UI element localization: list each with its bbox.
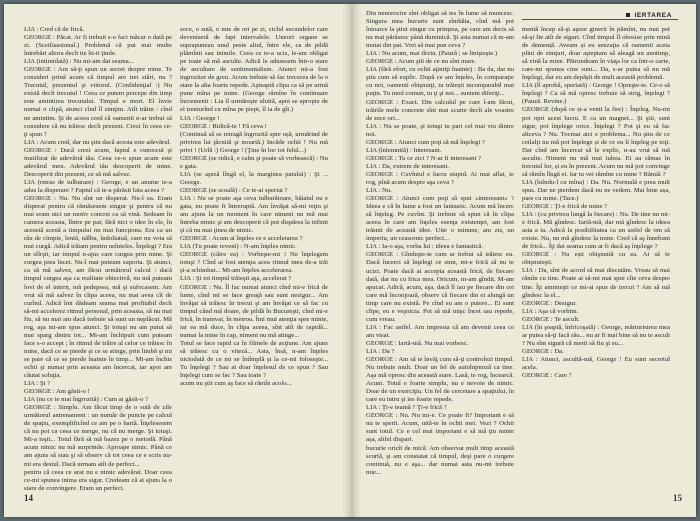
dialogue-paragraph: LIA (înlemnită) : Interesant. bbox=[366, 146, 442, 154]
header-rule bbox=[522, 19, 678, 20]
dialogue-paragraph: GEORGE : Da. bbox=[522, 347, 564, 355]
left-page-column-1 bbox=[24, 26, 172, 492]
dialogue-paragraph: Din nenorocire sînt obligat să ies în lume să muncesc. Singura mea bucurie sunt sîmbăta, cînd mă pot întoarce la ştiut singur cu prinţesa, pe care am decis să nu mai părăsesc până duminică. Şi asta numai că m-am mutat din pat. Vrei să mai pun ceva ? bbox=[366, 10, 514, 50]
dialogue-paragraph: LIA (luîndu-l cu mîna) : Da. Nu. Normală e prea mult spus. Dar ne pierdem dacă nu ne vedem. Mai bine așa, pare cu mine. (Tace.) bbox=[522, 178, 670, 202]
running-header-title: IERTAREA bbox=[634, 12, 672, 19]
dialogue-paragraph: GEORGE (după ce și-a venit la fire) : Înţeleg. Nu-mi pot opri acest lucru. E ca un magnet... Şi ştii, sunt sigur, pot înţelege orice. Înţelegi ? Pot şi eu să fac altceva ? Nu. Tocmai aici e problema... Nu ştiu de ce ceilalţi nu mă pot înţelege și de ce eu îi înţeleg pe toţi. Dar cînd am încercat să le explic, n-au vrut să mă asculte. Nimeni nu mă mai iubea. Ei au rămas în trecutul lor, și eu în prezent. Acum nu mă pot convinge să rămîn lîngă ei. Iar tu vei rămîne cu mine ? Rămâi ? bbox=[522, 106, 670, 178]
dialogue-paragraph: (Continuă să se retragă îngrozită spre ușă, urmărind de privirea lui ţâcnită şi moartă.) Incăde ochii ! Nu mă privi ! (Urlă :) George ! (Ţine în loc tot felul...) bbox=[180, 130, 328, 154]
dialogue-paragraph: LIA : Nu acum, mai tîrziu. (Pauză ; se linişteşte.) bbox=[366, 50, 498, 58]
dialogue-paragraph: LIA : (cu privirea lungă la fiecare) : Nu. De tine nu mi-e frică. Mă gîndesc. Iartă-mă, dar mă gîndesc la ideea asta a ta. Adică la posibilitatea ca un astfel de om să existe. Nu, nu mă gîndesc la mine. Cred că aş înnebuni de frică... Îţi dai seama cum ar fi dacă aş înţelege ? bbox=[522, 211, 670, 251]
dialogue-paragraph: acum nu ştii cum aş face să rămîn acolo... bbox=[180, 380, 292, 388]
dialogue-paragraph: mentă încep să-şi aşeze ginerii în pămînt, nu mai pot să-şi fie atît de siguri. Cînd timpul îl obosise prin mină de demență. Aveam și eu senzaţia că oamenii aceia plini de simţuri, doar aşteptam să aleagă un anotimp, să vină la mine. Pătrundeam în viaţa lor ca într-o carte, care-mi spunea cine sunt... Da, s-ar putea să nu mă înţelegi, dar eu am depăşit de mult această problemă. bbox=[522, 26, 670, 82]
left-page-column-2 bbox=[180, 26, 328, 462]
right-page bbox=[350, 4, 696, 517]
dialogue-paragraph: LIA (în şoaptă, înfricoşată) : George, mărturisirea mea ar putea să-ţi facă rău... nu ar fi mai bine să nu te ascult ? Nu sînt sigură că merit să fiu şi eu... bbox=[522, 323, 670, 347]
dialogue-paragraph: GEORGE : Gîndeşte-te cum ar trebui să trăiesc eu. Dacă încerci să înţelegi ce simt, mi-e frică să nu te ucizi. Poate dacă ai accepta această frică, de fiecare dată, dar nu cu frica mea. Oricum, m-am gîndit. M-am apucat. Adică, acum, aşa, dacă îl iau pe fiecare din cei care mă înconjoară, observ că fiecare din ei alungă un timp care nu există. Pe cînd eu am o putere... Ei sunt clipe, eu e veşnicia. Pot să mă mişc încet sau repede, cum vreau. bbox=[366, 251, 514, 323]
left-page bbox=[4, 4, 350, 517]
dialogue-paragraph: LIA (Tu poate reveni) : N-am înţeles nimic. bbox=[180, 243, 297, 251]
dialogue-paragraph: LIA (se aşeză lîngă el, la marginea patului) : Şi ... George. bbox=[180, 170, 328, 186]
dialogue-paragraph: LIA (nu ce te mai îngrozită) : Cum ai găsit-o ? bbox=[24, 396, 149, 404]
dialogue-paragraph: LIA : Da ? bbox=[366, 347, 395, 355]
dialogue-paragraph: GEORGE : Desigur. bbox=[522, 299, 577, 307]
dialogue-paragraph: GEORGE : Am să te învăţ cum să-ţi controlezi timpul. Nu trebuie mult. Doar un fel de autohipnoză ca tine. Aşa mă opresc din această stare. Lasă, te rog, încearcă. Acum. Totul e foarte simplu, nu e nevoie de nimic. Doar de un exerciţiu. Un fel de cercetare a spaţiului, în care eu intru şi ies foarte repede. bbox=[366, 356, 514, 404]
book-spread bbox=[4, 4, 696, 517]
dialogue-paragraph: GEORGE : Dacă crezi acum, faptul e cunoscut şi inutilizat de adevărul tău. Ceea ce-o spun acum este adevărul meu. Adevărul tău descoperit de mine. Descoperit din prezent, ce să mă salvez. bbox=[24, 146, 172, 178]
dialogue-paragraph: GEORGE (către ea) : Vorbeşte-mi ! Ne înţelegem totuşi ? Cînd ai fost atenţia acea ritmul meu de-a trăi şi-a schimbat... Mi-am înţeles accelerarea. bbox=[180, 251, 328, 275]
dialogue-paragraph: LIA : Şi ? bbox=[24, 380, 51, 388]
dialogue-paragraph: bucurie oricît de mică. Am observat mult timp această scurtă, şi am constatat că timpul, deşi pare o curgere continuă, nu e aşa... dar numai asta nu-mi trebuie mie... bbox=[366, 444, 514, 476]
dialogue-paragraph: LIA : Ia-o aşa, vorba lui : ideea e fantastică. bbox=[366, 243, 484, 251]
dialogue-paragraph: LIA : Atunci, ascultă-mă, George ! Eu sunt secretul acela. bbox=[522, 355, 670, 371]
dialogue-paragraph: LIA : Nu se poate, şi totuşi tu pari cel mai viu dintre noi. bbox=[366, 122, 514, 138]
dialogue-paragraph: GEORGE (se scoală) : Ce te-ai speriat ? bbox=[180, 186, 288, 194]
dialogue-paragraph: LIA : Nu. bbox=[366, 187, 392, 195]
dialogue-paragraph: GEORGE : Ţi-e frică de mine ? bbox=[522, 203, 608, 211]
dialogue-paragraph: GEORGE : Nu. Nu mi-e. Ce poate fi? Important e să nu te sperii. Acum, uită-te în ochii mei. Vezi ? Ochii sunt totul. Ce e cel mai important e să mă ţin minte așa, altfel dispari. bbox=[366, 412, 514, 444]
dialogue-paragraph: LIA : Aşa că vorbim. bbox=[522, 307, 579, 315]
dialogue-paragraph: LIA : Da, extrem de interesant. bbox=[366, 162, 450, 170]
dialogue-paragraph: GEORGE : Atunci cum poţi să mă înţelegi ? bbox=[366, 138, 485, 146]
dialogue-paragraph: GEORGE : Cuvîntul e lucru stupid. Ai mai aflat, te rog, pînă acum despre aşa ceva ? bbox=[366, 170, 514, 186]
dialogue-paragraph: GEORGE : Acum ştii de ce nu sînt mare. bbox=[366, 58, 477, 66]
dialogue-paragraph: LIA (îl aprobă, speriată) : George ! Opreşte-te. Ce-o să înţelegi ? Ca să mă opresc trebuie să strig, înţelegi ? (Pauză. Revine.) bbox=[522, 82, 670, 106]
dialogue-paragraph: LIA : Ţi-e teamă ? Ţi-e frică ? bbox=[366, 404, 447, 412]
dialogue-paragraph: LIA : Cred că de frică. bbox=[24, 26, 85, 33]
right-page-column-2 bbox=[522, 26, 670, 462]
dialogue-paragraph: zece, o sută, o mie de ori pe zi, ciclul secundelor care deveniseră de fapt intervalele. Uneori organe se suprapuneau unul peste altul, între ele, ca de pildă plămînii sau inimile. Ceea ce te-a ucis, le-am obligat pe toate să mă asculte. Adică le adusesem într-o stare de ascultare de sentimentalism. Atunci mi-a fost ingrozitor de greu. Acum trebuie să fac trecerea de la o stare la alta foarte repede. Aşteaptă clipa ca să pe urmă pune mîna pe mine. (George râmîne în continuare încremenit : Lia îl urmăreşte uluită, apoi se apropie de el tremurînd cu mîna pe piept, îl ia de gît.) bbox=[180, 26, 328, 114]
dialogue-paragraph: LIA : Da, sînt de acord să mai discutăm. Vreau să mai rămîn cu tine. Poate ai să-mi mai spui cîte ceva despre tine. Îţi aminteşti ce mi-ai spus de trecut ? Am să mă gîndesc la el... bbox=[522, 267, 670, 299]
dialogue-paragraph: GEORGE : Nu ești obişnuită cu ea. Ai să te obişnuieşti. bbox=[522, 251, 670, 267]
dialogue-paragraph: GEORGE : Tu ce zici ? N-ar fi interesant ? bbox=[366, 154, 481, 162]
dialogue-paragraph: GEORGE (se ridică, e calm şi poate să vorbească) : Nu e gata. bbox=[180, 154, 329, 170]
dialogue-paragraph: GEORGE : Nu. Îl fac numai atunci cînd mi-e frică de lume, cînd mi se face greaţă sau sunt nesigur... Am învăţat să trăiesc în trecut şi am învăţat ce să fac cu timpul când mă doare, de pildă în Bucureşti, cînd mi-e frică, în tramvai, în metrou. Îmi mut atenţia spre minte, iar ea mă duce, în clipa aceea, sînt atît de rapidă... numai la mine în cap, nimeni nu mă atinge... bbox=[180, 283, 328, 339]
dialogue-paragraph: LIA (retras de tulburare) : George, e un anume te-a adus la disperare ? Faptul că te-a părăsit fata aceea ? bbox=[24, 178, 172, 194]
dialogue-paragraph: LIA (intimidată) : Nu mi-am dat seama... bbox=[24, 58, 134, 66]
header-bullet-icon bbox=[626, 13, 630, 17]
dialogue-paragraph: GEORGE : Te ascult. bbox=[522, 315, 580, 323]
page-number-left: 14 bbox=[24, 493, 33, 503]
dialogue-paragraph: GEORGE : Atunci cum poţi să spui «interesant» ? Ideea e că în lume a fost un fantastic. Acum mă încerc să înţeleg. Pe cuvînt. Şi trebuie să spun că în clipa aceea în care am înţeles esenţa existenţei, am fost trăsnit de această idee. Uite o minune, am zis, un imperiu, un ceasornic perfect... bbox=[366, 195, 514, 243]
dialogue-paragraph: GEORGE : Exact. Din calculul pe care l-am făcut, trăirile mele concrete sînt mai scurte decît ale voastre de zece ori... bbox=[366, 98, 514, 122]
dialogue-paragraph: LIA : George ! bbox=[180, 114, 220, 122]
dialogue-paragraph: LIA : Acum cred, dar nu ştiu dacă acesta este adevărul. bbox=[24, 138, 172, 146]
dialogue-paragraph: LIA (fără efort, cu ochii aţintiţi înainte) : Ba da, dar nu ştiu cum să explic. După ce am înţeles, în comparaţie cu noi, oamenii obişnuiţi, tu trăieşti incomparabil mai puţin. Tu mod comun, tu ţi şi noi... suntem diferiţi... bbox=[366, 66, 514, 98]
dialogue-paragraph: LIA : Nu se poate aşa ceva tulburătoare, băiatul nu e gata, nu poate fi întreruptă. Am învăţat să-mi reţin şi am ajuns la un moment în care nimeni nu mă mai întreba nimic şi am descoperit că pot dispărea la infinit şi că nu mai ţinea de nimic. bbox=[180, 194, 328, 235]
dialogue-paragraph: LIA : Şi tot timpul trăieşti aşa, accelerat ? bbox=[180, 275, 292, 283]
dialogue-paragraph: GEORGE : Am găsit-o ! bbox=[24, 388, 90, 396]
dialogue-paragraph: GEORGE : Care ? bbox=[522, 372, 572, 380]
dialogue-paragraph: GEORGE : Acum ai înţeles ce e accelerarea ? bbox=[180, 235, 303, 243]
dialogue-paragraph: pentru că ceea ce arat nu e nimic adevărat. Doar ceea ce-mi spunea inima era sigur. Credeam că ai ajuns la o stare de convingere. Eram un perfect. bbox=[24, 468, 172, 492]
running-header bbox=[626, 12, 672, 19]
dialogue-paragraph: Totul se face rapid ca în filmele de acţiune. Am ajuns să trăiesc cu o viteză... Asta, însă, n-am înţeles niciodată de ce mi se întîmplă şi la ce-mi foloseşte... Tu înţelegi ? Sau ai doar înţelesul de ce spun ? Sau înţelegi cum se fac ? Sau toate ? bbox=[180, 339, 328, 380]
page-number-right: 15 bbox=[673, 493, 682, 503]
dialogue-paragraph: GEORGE : Simplu. Am făcut timp de o sută de zile următorul antrenament : un număr de puncte pe calcul de spaţiu, exemplificînd ce am pe o hartă. Înţelesesem că nu pot ca ceea ce merge, nu că nu merge. Şi totuşi. Mi-a ieşit... Totul fără să mă bazez pe o metodă. Până acum nimic nu mă surprinde. Aproape nimic. Până ce am ajuns să stau şi să observ că tot ceea ce e scris nu-mi era destul. Dacă urmam atît de perfect... bbox=[24, 404, 172, 468]
dialogue-paragraph: GEORGE : Nu. Nu sînt un disperat. Nu-l ea. Eram disperat pentru că rămăsesem singur şi pentru că nu mai eram nici un motiv concret ca să vină. Sedeam în camera aceasta, lîntre pe pat; fără nici o idee în ele, în această scenă a timpului nu mai funcţiona. Era ca un râu de cimpie, lentă, nălbu, îndoliatuă, care nu voia să mai curgă. Adică trăiam pentru neînteles. Înţelegi ? Era un sfîrşit, iar timpul n-ajus care curgea prin mine. Şi curgea prea încet. Nu-l mai puteam suporta. Şi atunci, ca să mă salvez, am făcut următorul calcul : dacă timpul curgea aşa ca realitate obiectivă, nu mă puteam lovi de el intern, mă pedepsea, mă şi sufocasem. Am vrut să mă salvez în clipa aceea, nu mai avea cît de curînd. Adică îmi dădeam seama mai profitabil decît să-mi accelerez ritmul personal, prin aceasta, să nu mai fiu, să nu mai am dacă trebuie să sunt un neplăcut. Mă rog, aşa mi-am spus atunci. Şi totuşi nu am putut să mai sparg dintru tot... Mi-am închipuit cum puteam face s-o accept ; în ritmul de trăire al celor ce trăiesc în mine, dacă ce se pierde şi ce se stinge, prin limbă şi mi se pare că ce se pierde înainte în timp... Mi-am închis ochii şi numai prin aceasta am încercat, iar apoi am căutat soluţia. bbox=[24, 194, 172, 380]
dialogue-paragraph: GEORGE : Păcat. Ar fi trebuit s-o faci măcar o dată pe zi. (Sceifiassional.) Problemă că pui mai multe întrebări altora decît tie îti-ti ţinde. bbox=[24, 34, 172, 58]
dialogue-paragraph: LIA : Fac astfel. Am impresia că am devenit ceea ce am visat. bbox=[366, 323, 514, 339]
dialogue-paragraph: GEORGE : Am să-ţi spun un secret despre mine. Te consideri prină acum că timpul are trei stări, nu ? Trecutul, prezentul şi viitorul. (Confidenţial :) Nu există decît trecutul ! Ceea ce putem percepe din timp este amintirea trecutului. Timpul e mort. El învie numai o clipă, atunci cînd îl simţim. Atît trăim : cînd ne amintim. Şi de aceea cred că oamenii n-ar trebui să considere că nu trăiesc decît prezent. Crezi în ceea ce-ţi spun ? bbox=[24, 66, 172, 138]
dialogue-paragraph: GEORGE : Iartă-mă. Nu mai vorbesc. bbox=[366, 339, 469, 347]
right-page-column-1 bbox=[366, 10, 514, 476]
dialogue-paragraph: GEORGE : Ridică-te ! Fă ceva ! bbox=[180, 122, 267, 130]
